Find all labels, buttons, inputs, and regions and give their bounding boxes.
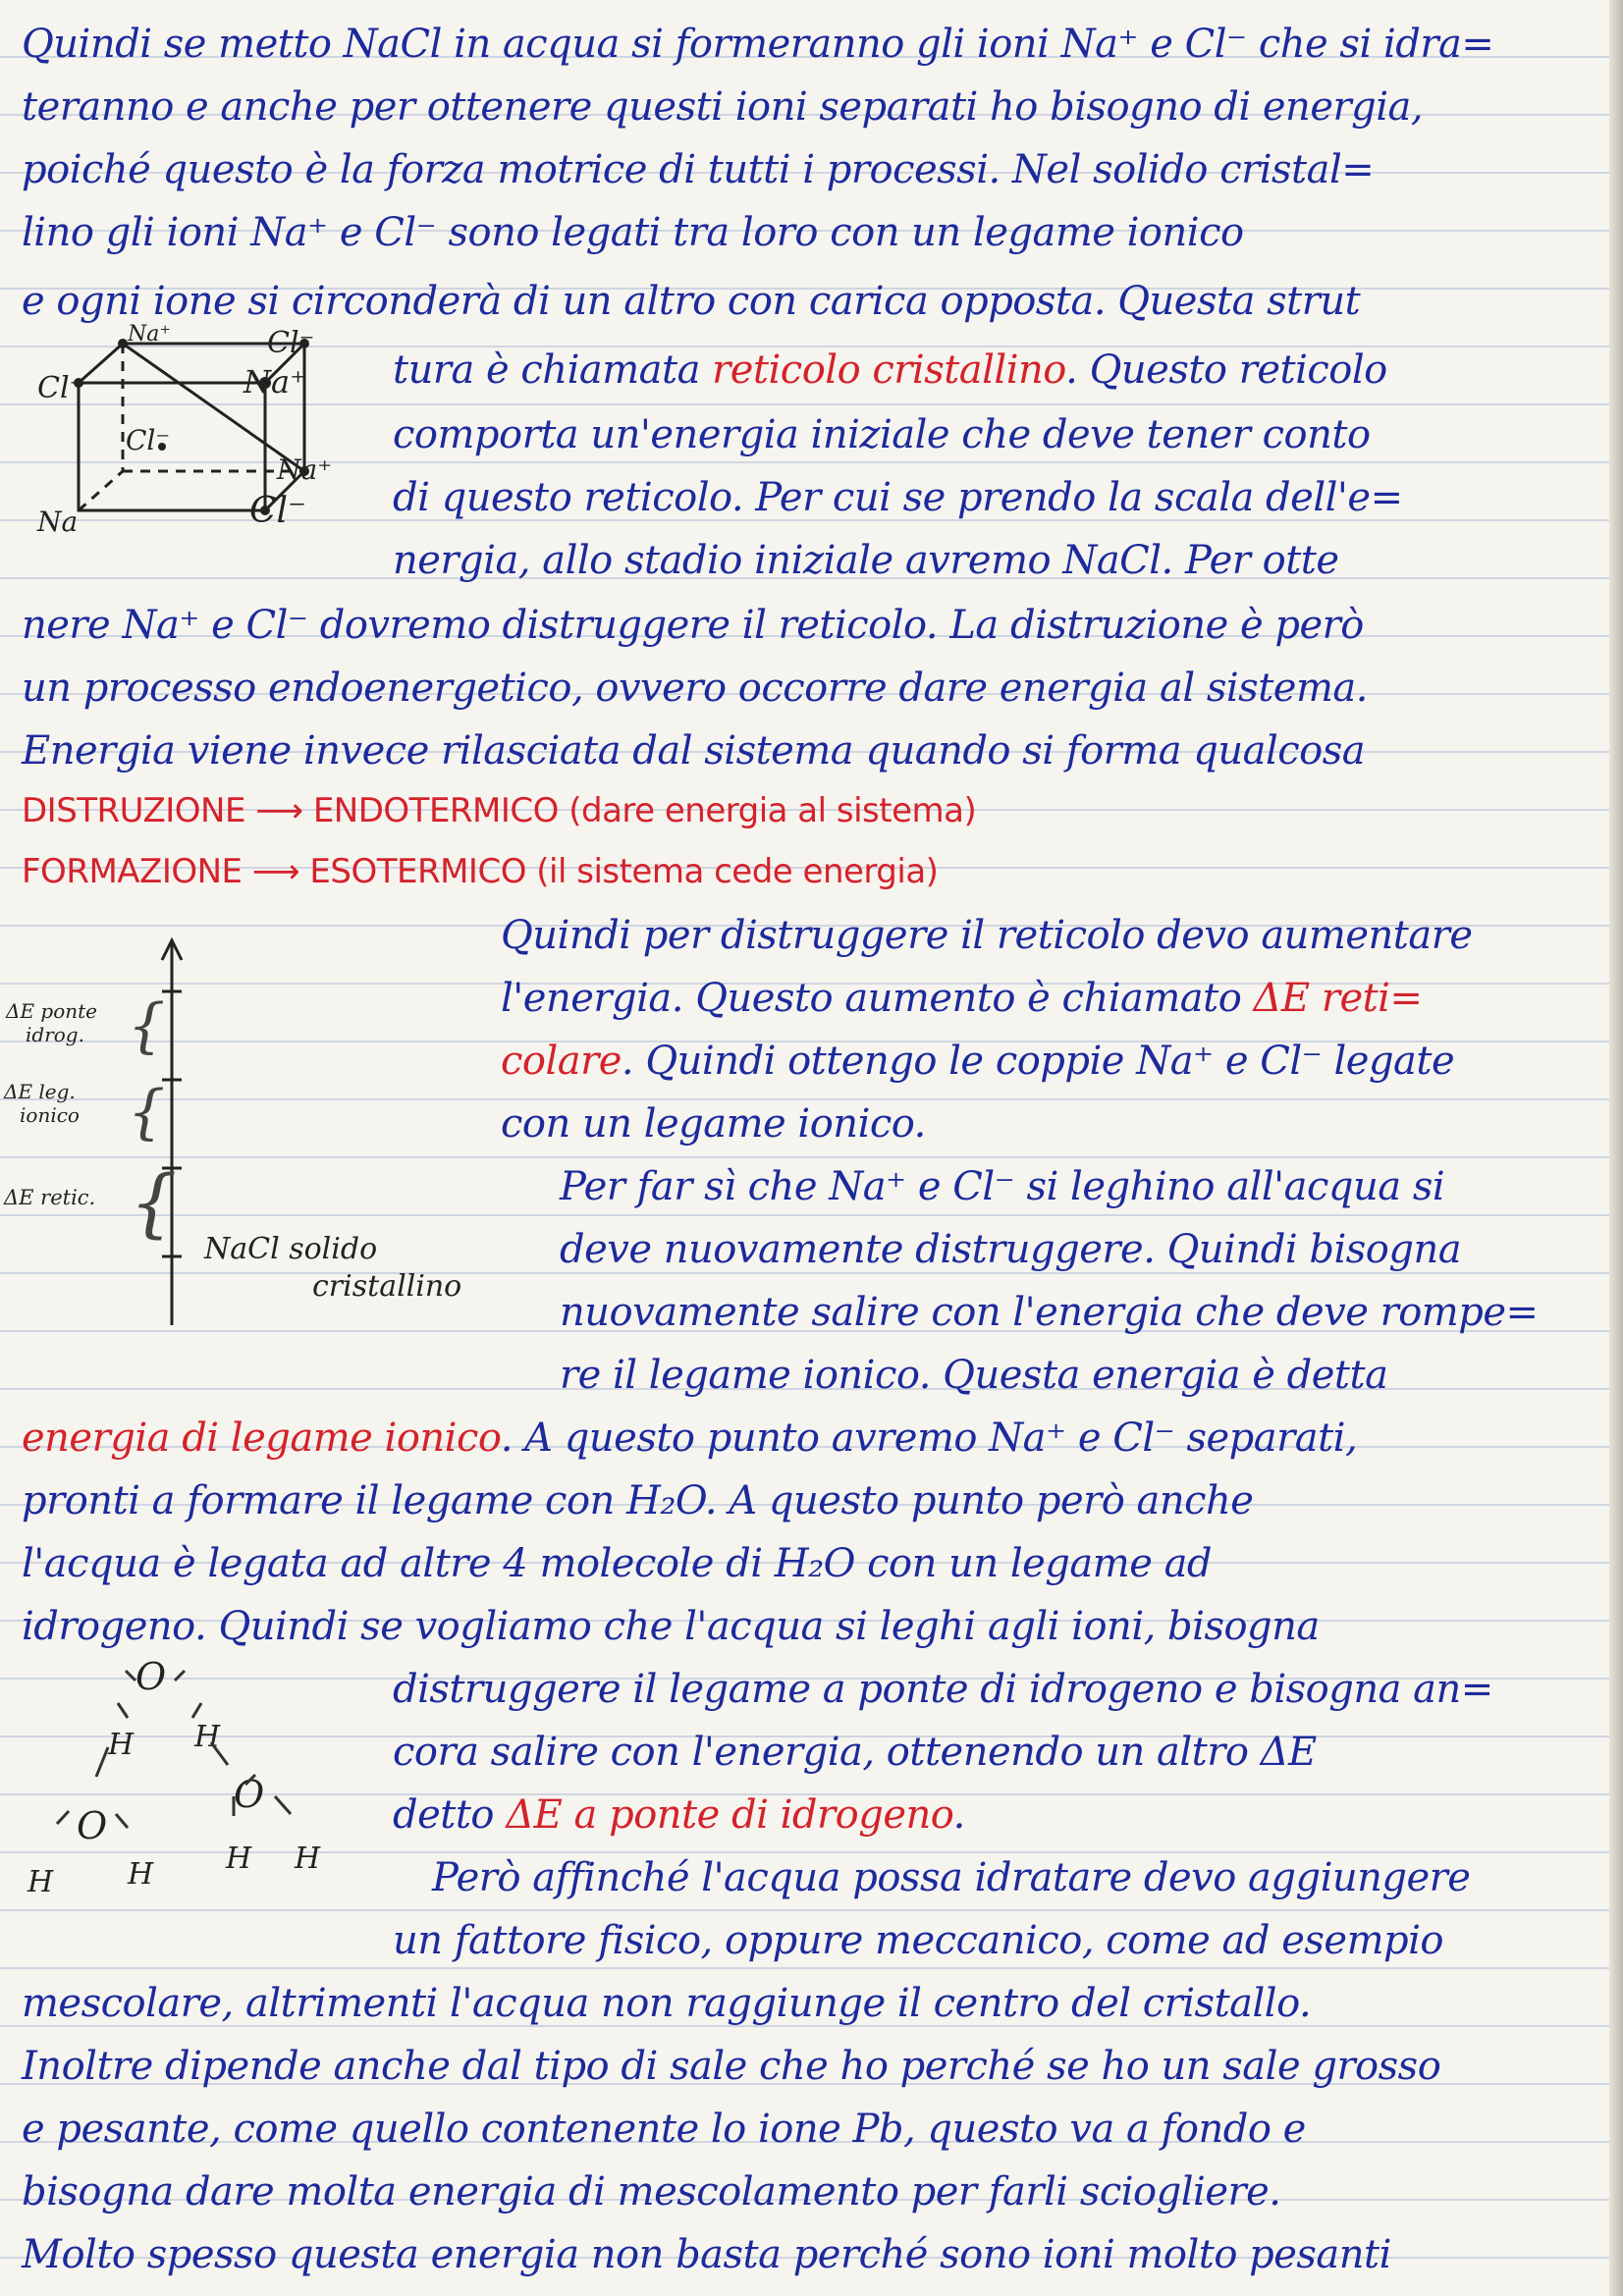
crystal-label: Cl⁻ <box>267 326 315 360</box>
energy-label-legame-ionico: ΔE leg. ionico <box>4 1080 80 1127</box>
text-segment: l'energia. Questo aumento è chiamato <box>501 976 1242 1021</box>
text-line: distruggere il legame a ponte di idrogeno e bisogna an= <box>393 1667 1493 1712</box>
text-line: poiché questo è la forza motrice di tutti i processi. Nel solido cristal= <box>22 147 1375 192</box>
brace-icon: { <box>130 1158 178 1246</box>
water-atom: H <box>295 1842 321 1876</box>
text-line: un fattore fisico, oppure meccanico, come ad esempio <box>393 1918 1443 1963</box>
text-line <box>393 347 1387 393</box>
text-segment: . A questo punto avremo Na⁺ e Cl⁻ separati, <box>500 1415 1358 1461</box>
crystal-label: Cl⁻ <box>126 424 171 456</box>
term-energia-legame-ionico: energia di legame ionico <box>22 1415 501 1461</box>
text-line: deve nuovamente distruggere. Quindi bisogna <box>560 1227 1462 1272</box>
water-atom: O <box>77 1804 108 1847</box>
text-line: Però affinché l'acqua possa idratare devo aggiungere <box>432 1855 1471 1900</box>
water-atom: H <box>194 1720 221 1754</box>
crystal-lattice-diagram <box>39 324 363 550</box>
definition-formazione: FORMAZIONE ⟶ ESOTERMICO (il sistema cede energia) <box>22 852 939 891</box>
term-delta-e-reticolare: ΔE reti= <box>1253 976 1423 1021</box>
term-reticolo-cristallino: reticolo cristallino <box>712 347 1066 393</box>
text-segment: . <box>952 1792 965 1838</box>
text-line: nuovamente salire con l'energia che deve rompe= <box>560 1290 1539 1335</box>
text-line: comporta un'energia iniziale che deve tener conto <box>393 412 1371 457</box>
text-line: Quindi se metto NaCl in acqua si formeranno gli ioni Na⁺ e Cl⁻ che si idra= <box>22 22 1494 67</box>
crystal-label: Na⁺ <box>243 363 306 400</box>
text-line <box>393 1792 965 1838</box>
text-line: teranno e anche per ottenere questi ioni separati ho bisogno di energia, <box>22 84 1424 130</box>
term-delta-e-reticolare-cont: colare <box>501 1039 622 1084</box>
water-atom: O <box>135 1655 167 1698</box>
brace-icon: { <box>128 991 166 1060</box>
text-line: Inoltre dipende anche dal tipo di sale che ho perché se ho un sale grosso <box>22 2044 1441 2089</box>
text-line: Quindi per distruggere il reticolo devo aumentare <box>501 913 1473 958</box>
text-line: e pesante, come quello contenente lo ione Pb, questo va a fondo e <box>22 2107 1306 2152</box>
water-atom: H <box>128 1857 154 1892</box>
water-atom: H <box>226 1842 252 1876</box>
water-atom: H <box>27 1865 54 1899</box>
text-line: pronti a formare il legame con H₂O. A questo punto però anche <box>22 1478 1254 1523</box>
text-segment: . Quindi ottengo le coppie Na⁺ e Cl⁻ legate <box>621 1039 1455 1084</box>
definition-distruzione: DISTRUZIONE ⟶ ENDOTERMICO (dare energia al sistema) <box>22 791 977 830</box>
text-line: nergia, allo stadio iniziale avremo NaCl. Per otte <box>393 538 1339 583</box>
water-atom: O <box>234 1773 265 1816</box>
text-line: Per far sì che Na⁺ e Cl⁻ si leghino all'acqua si <box>560 1164 1445 1209</box>
term-delta-e-ponte-idrogeno: ΔE a ponte di idrogeno <box>506 1792 953 1838</box>
text-line: bisogna dare molta energia di mescolamento per farli sciogliere. <box>22 2169 1281 2215</box>
text-line: nere Na⁺ e Cl⁻ dovremo distruggere il reticolo. La distruzione è però <box>22 603 1364 648</box>
text-line: un processo endoenergetico, ovvero occorre dare energia al sistema. <box>22 666 1368 711</box>
text-line: di questo reticolo. Per cui se prendo la scala dell'e= <box>393 475 1403 520</box>
crystal-label: Na <box>37 506 79 538</box>
energy-label-reticolare: ΔE retic. <box>4 1186 96 1209</box>
cube-front-face <box>79 383 265 510</box>
text-line: con un legame ionico. <box>501 1101 926 1147</box>
crystal-label: Cl⁻ <box>249 491 307 531</box>
crystal-label: Na⁺ <box>128 322 171 347</box>
water-bonds-diagram <box>20 1649 344 1895</box>
text-segment: detto <box>393 1792 495 1838</box>
energy-label-ponte-idrogeno: ΔE ponte idrog. <box>6 999 97 1046</box>
text-line: mescolare, altrimenti l'acqua non raggiunge il centro del cristallo. <box>22 1981 1312 2026</box>
text-line <box>501 1039 1454 1084</box>
energy-label-nacl-solido: NaCl solido cristallino <box>204 1232 462 1304</box>
water-atom: H <box>108 1728 135 1762</box>
text-segment: tura è chiamata <box>393 347 700 393</box>
text-line: idrogeno. Quindi se vogliamo che l'acqua si leghi agli ioni, bisogna <box>22 1604 1320 1649</box>
text-line: cora salire con l'energia, ottenendo un altro ΔE <box>393 1730 1317 1775</box>
text-line: lino gli ioni Na⁺ e Cl⁻ sono legati tra loro con un legame ionico <box>22 210 1244 255</box>
text-segment: . Questo reticolo <box>1065 347 1387 393</box>
text-line: l'acqua è legata ad altre 4 molecole di H₂O con un legame ad <box>22 1541 1213 1586</box>
text-line <box>22 1415 1357 1461</box>
text-line: Molto spesso questa energia non basta perché sono ioni molto pesanti <box>22 2232 1391 2277</box>
text-line: re il legame ionico. Questa energia è detta <box>560 1353 1388 1398</box>
text-line: Energia viene invece rilasciata dal sistema quando si forma qualcosa <box>22 728 1366 774</box>
crystal-label: Cl⁻ <box>37 371 85 405</box>
brace-icon: { <box>128 1078 166 1147</box>
page-edge <box>1609 0 1623 2296</box>
text-line <box>501 976 1423 1021</box>
text-line: e ogni ione si circonderà di un altro con carica opposta. Questa strut <box>22 279 1361 324</box>
crystal-label: Na⁺ <box>277 454 332 486</box>
